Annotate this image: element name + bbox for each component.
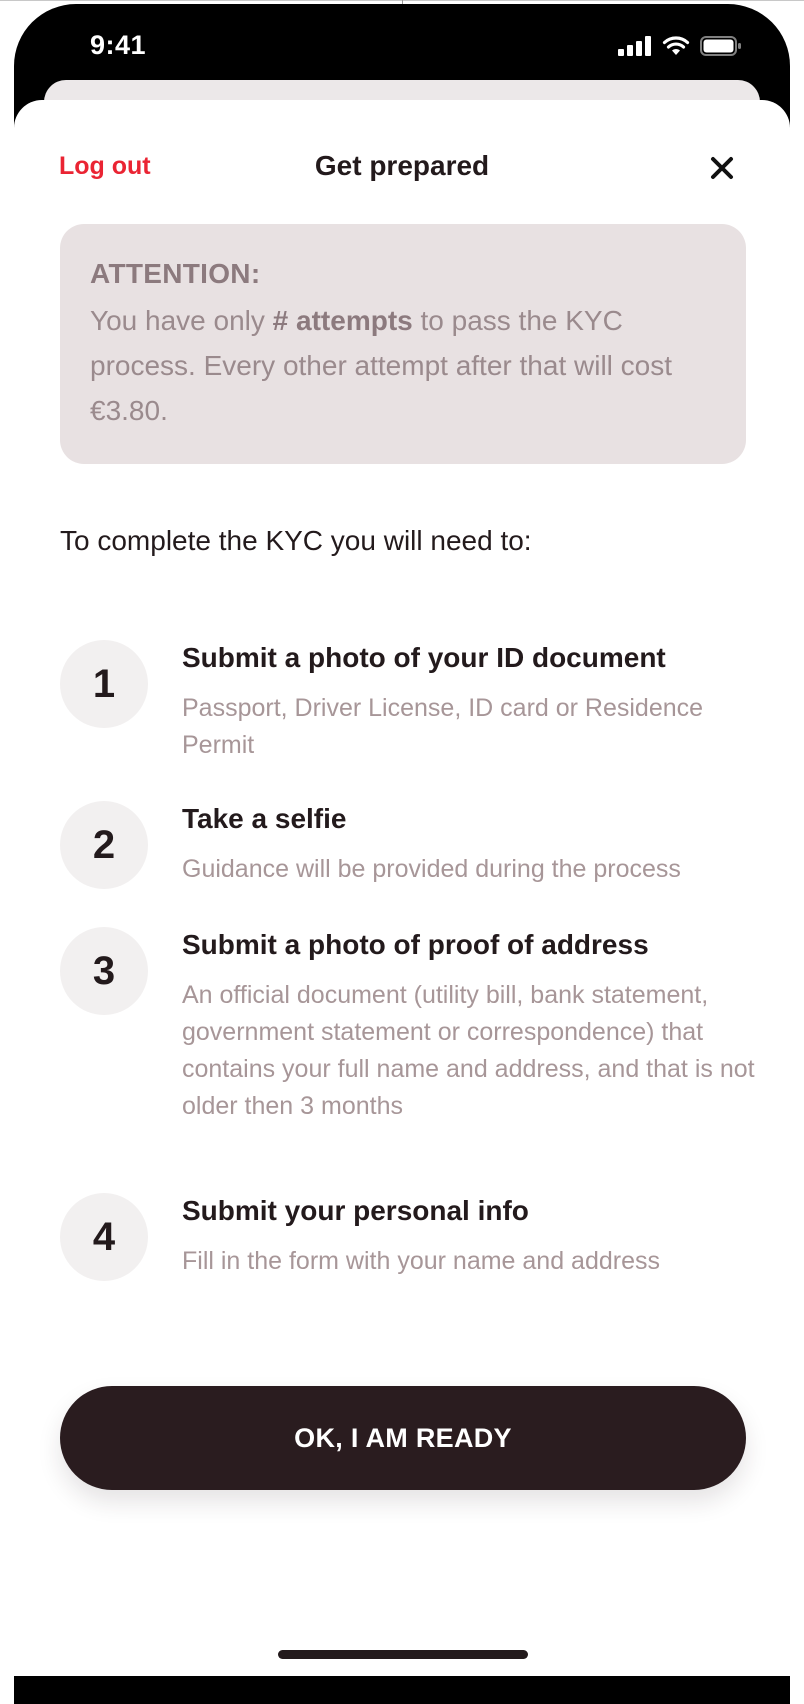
step-description: Guidance will be provided during the process — [182, 855, 681, 883]
attention-title: ATTENTION: — [90, 258, 261, 289]
kyc-sheet — [14, 100, 790, 1676]
step-number: 1 — [60, 640, 148, 728]
logout-button[interactable]: Log out — [59, 152, 151, 180]
home-indicator — [278, 1650, 528, 1659]
signal-icon — [618, 36, 652, 56]
step-title: Submit a photo of proof of address — [182, 929, 649, 960]
step-number: 3 — [60, 927, 148, 1015]
step-title: Take a selfie — [182, 803, 347, 834]
attention-text-before: You have only — [90, 305, 273, 336]
status-icons — [618, 36, 742, 56]
sheet-header — [14, 100, 790, 240]
step-title: Submit your personal info — [182, 1195, 529, 1226]
step-description: Fill in the form with your name and address — [182, 1247, 660, 1275]
attention-banner — [60, 224, 746, 464]
status-time: 9:41 — [90, 30, 147, 60]
close-button[interactable] — [708, 154, 736, 182]
step-title: Submit a photo of your ID document — [182, 642, 666, 673]
intro-text: To complete the KYC you will need to: — [60, 525, 532, 556]
page-title: Get prepared — [314, 150, 490, 181]
step-number: 2 — [60, 801, 148, 889]
attention-text-after: to pass the KYC process. Every other attempt after that will cost €3.80. — [90, 305, 673, 426]
wifi-icon — [662, 36, 690, 56]
close-icon — [708, 154, 736, 182]
attention-attempts: # attempts — [272, 305, 413, 336]
attention-text — [90, 298, 716, 433]
ready-button[interactable]: OK, I AM READY — [60, 1386, 746, 1490]
step-description: An official document (utility bill, bank statement, government statement or correspondence) that contains your full name and address, and that is not older then 3 months — [182, 981, 755, 1120]
step-number: 4 — [60, 1193, 148, 1281]
step-description: Passport, Driver License, ID card or Residence Permit — [182, 694, 704, 759]
battery-icon — [700, 36, 742, 56]
